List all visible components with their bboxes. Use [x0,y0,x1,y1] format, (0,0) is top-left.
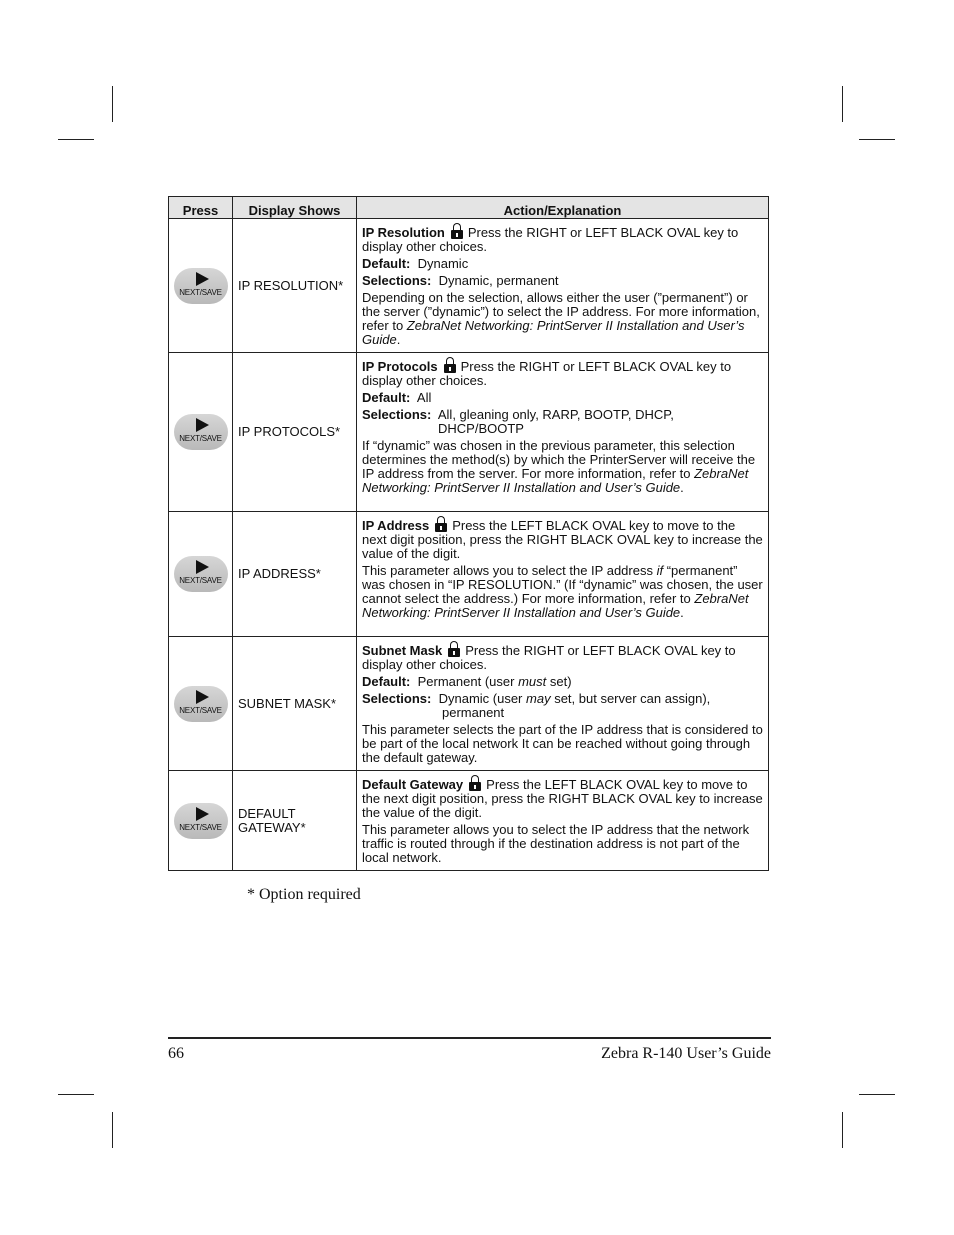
table-header-row [169,197,769,219]
lead-text: Press the RIGHT or LEFT BLACK OVAL key to display other choices. [362,225,739,254]
explanation-cell [357,219,769,353]
press-cell [169,637,233,771]
default-emphasis: must [518,674,547,689]
lock-icon [469,775,481,792]
default-value: All [416,390,432,405]
next-save-key [174,803,228,839]
parameter-title: IP Address [362,518,430,533]
reference-title: ZebraNet Networking: PrintServer II Installation and User’s Guide [362,318,745,347]
next-save-key [174,556,228,592]
reference-end: . [396,332,401,347]
crop-mark [859,139,895,140]
lead-text: Press the RIGHT or LEFT BLACK OVAL key to display other choices. [362,359,732,388]
default-value: Dynamic [417,256,469,271]
lock-icon [448,641,460,658]
selections-emphasis: may [526,691,551,706]
parameter-title: Subnet Mask [362,643,443,658]
press-cell [169,219,233,353]
key-label: NEXT/SAVE [179,576,222,585]
default-label: Default: [362,390,411,405]
default-label: Default: [362,674,411,689]
explanation-cell [357,512,769,637]
header-press: Press [169,197,233,219]
display-shows-cell: IP RESOLUTION* [233,219,357,353]
body-text: Depending on the selection, allows either the user (”permanent”) or the server (”dynamic”) to select the IP address. For more information, refer to [362,290,760,333]
footer-rule [168,1037,771,1039]
header-display-shows: Display Shows [233,197,357,219]
crop-mark [112,1112,113,1148]
table-row-default-gateway [169,771,769,871]
page-number: 66 [168,1045,184,1062]
selections-label: Selections: [362,691,432,706]
body-text: This parameter allows you to select the IP address that the network traffic is routed through if the destination address is not part of the local network. [362,822,750,865]
right-arrow-icon [196,272,209,286]
crop-mark [859,1094,895,1095]
option-required-note: * Option required [247,886,361,903]
lock-icon [451,223,463,240]
press-cell [169,512,233,637]
right-arrow-icon [196,690,209,704]
reference-title: ZebraNet Networking: PrintServer II Installation and User’s Guide [362,466,749,495]
parameter-title: Default Gateway [362,777,464,792]
display-shows-cell: DEFAULT GATEWAY* [233,771,357,871]
selections-continued: permanent [442,705,505,720]
parameter-title: IP Protocols [362,359,438,374]
crop-mark [842,86,843,122]
right-arrow-icon [196,418,209,432]
selections-value: All, gleaning only, RARP, BOOTP, DHCP, [437,407,674,422]
key-label: NEXT/SAVE [179,434,222,443]
body-emphasis: if [656,563,664,578]
crop-mark [58,1094,94,1095]
selections-continued: DHCP/BOOTP [438,421,524,436]
key-label: NEXT/SAVE [179,822,222,832]
parameter-title: IP Resolution [362,225,445,240]
selections-label: Selections: [362,273,432,288]
default-value: set) [546,674,572,689]
next-save-key [174,686,228,722]
right-arrow-icon [196,807,209,821]
press-cell [169,771,233,871]
display-shows-cell: IP PROTOCOLS* [233,353,357,512]
crop-mark [842,1112,843,1148]
lock-icon [444,357,456,374]
explanation-cell [357,353,769,512]
table-row-ip-address [169,512,769,637]
next-save-key [174,268,228,304]
default-value: Permanent (user [417,674,519,689]
reference-end: . [680,480,684,495]
parameter-table [168,196,769,871]
next-save-key [174,414,228,450]
body-text: This parameter allows you to select the IP address [362,563,657,578]
lock-icon [435,516,447,533]
table-row-subnet-mask [169,637,769,771]
crop-mark [112,86,113,122]
explanation-cell [357,637,769,771]
explanation-cell [357,771,769,871]
table-row-ip-resolution [169,219,769,353]
selections-value: Dynamic, permanent [438,273,559,288]
reference-title: ZebraNet Networking: PrintServer II Installation and User’s Guide [362,591,749,620]
body-text: This parameter selects the part of the IP address that is considered to be part of the local network It can be reached without going through the default gateway. [362,722,763,765]
display-shows-cell: IP ADDRESS* [233,512,357,637]
default-label: Default: [362,256,411,271]
right-arrow-icon [196,560,209,574]
reference-end: . [680,605,684,620]
selections-value: Dynamic (user [438,691,527,706]
key-label: NEXT/SAVE [179,287,222,297]
display-shows-cell: SUBNET MASK* [233,637,357,771]
header-action-explanation: Action/Explanation [357,197,769,219]
body-text: If “dynamic” was chosen in the previous parameter, this selection determines the method(s) by which the PrinterServer will receive the IP address from the server. For more information, refer to [362,438,756,481]
body-text: “permanent” was chosen in “IP RESOLUTION.” (If “dynamic” was chosen, the user cannot select the address.) For more information, refer to [362,563,763,606]
guide-title: Zebra R-140 User’s Guide [601,1045,771,1062]
selections-value: set, but server can assign), [550,691,711,706]
lead-text: Press the LEFT BLACK OVAL key to move to the next digit position, press the RIGHT BLACK OVAL key to increase the value of the digit. [362,518,763,561]
press-cell [169,353,233,512]
lead-text: Press the LEFT BLACK OVAL key to move to the next digit position, press the RIGHT BLACK OVAL key to increase the value of the digit. [362,777,763,820]
key-label: NEXT/SAVE [179,705,222,715]
crop-mark [58,139,94,140]
selections-label: Selections: [362,407,432,422]
table-row-ip-protocols [169,353,769,512]
lead-text: Press the RIGHT or LEFT BLACK OVAL key to display other choices. [362,643,736,672]
